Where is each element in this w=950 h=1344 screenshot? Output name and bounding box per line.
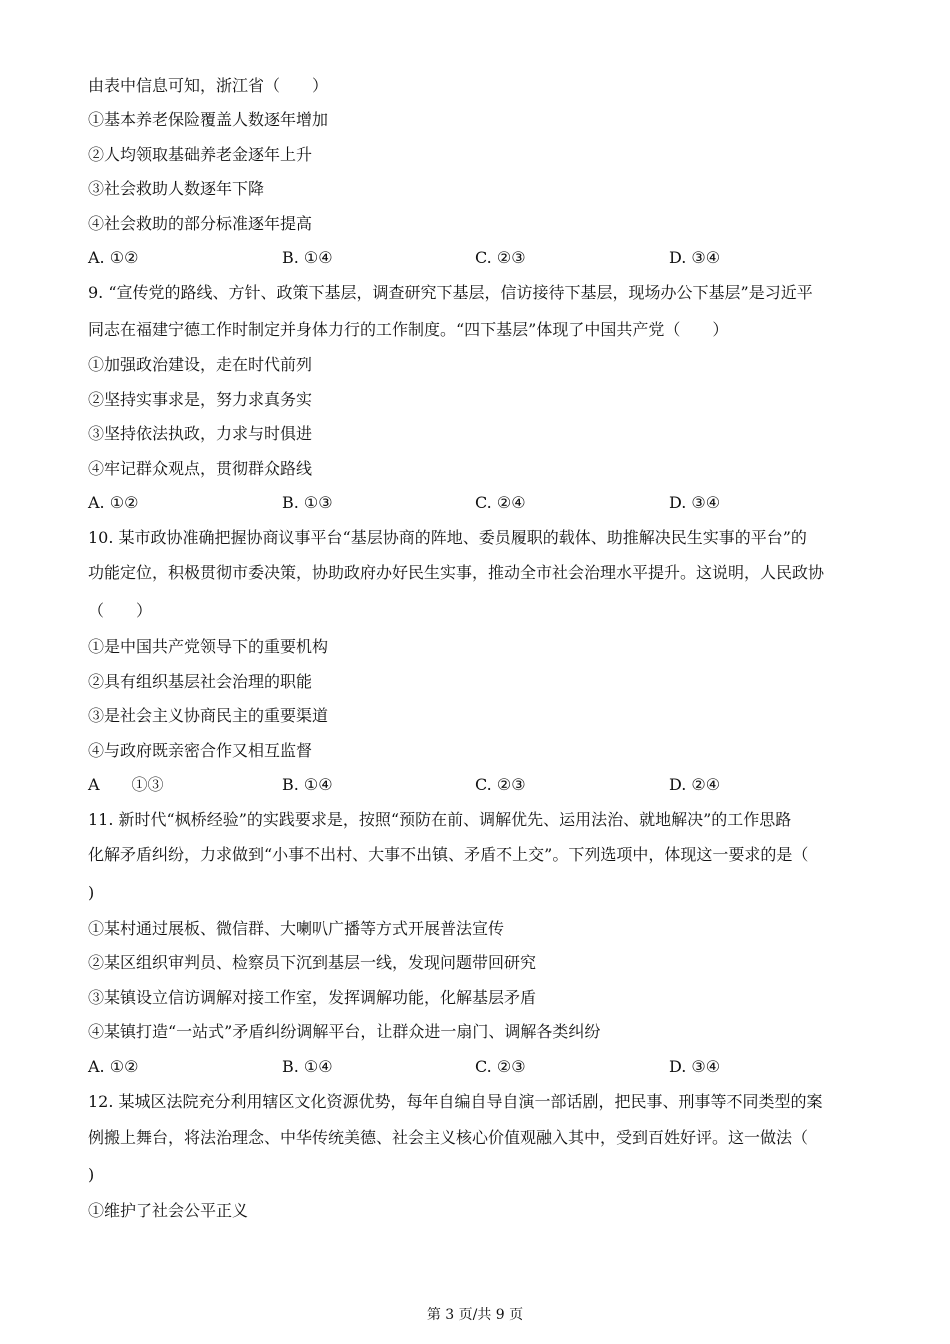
question-stem: 11. 新时代“枫桥经验”的实践要求是，按照“预防在前、调解优先、运用法治、就地解决”的工作思路 [88,810,792,829]
option-c: C. ②③ [475,1057,526,1076]
option-b: B. ①④ [282,1057,333,1076]
statement-item: ④社会救助的部分标准逐年提高 [88,214,313,233]
option-d: D. ③④ [669,493,721,512]
question-stem: 9. “宣传党的路线、方针、政策下基层，调查研究下基层，信访接待下基层，现场办公下基层”是习近平 [88,283,813,302]
option-b: B. ①④ [282,775,333,794]
option-b: B. ①④ [282,248,333,267]
statement-item: ②坚持实事求是，努力求真务实 [88,390,313,409]
statement-item: ①基本养老保险覆盖人数逐年增加 [88,110,329,129]
statement-item: ③某镇设立信访调解对接工作室，发挥调解功能，化解基层矛盾 [88,988,537,1007]
question-stem: 同志在福建宁德工作时制定并身体力行的工作制度。“四下基层”体现了中国共产党（ ） [88,320,729,339]
option-a: A. ①② [88,1057,139,1076]
statement-item: ④与政府既亲密合作又相互监督 [88,741,313,760]
option-d: D. ③④ [669,1057,721,1076]
question-stem: 10. 某市政协准确把握协商议事平台“基层协商的阵地、委员履职的载体、助推解决民生实事的平台”的 [88,528,807,547]
question-stem: 12. 某城区法院充分利用辖区文化资源优势，每年自编自导自演一部话剧，把民事、刑事等不同类型的案 [88,1092,823,1111]
option-a: A. ①② [88,248,139,267]
question-stem: （ ） [88,601,153,620]
question-stem: 例搬上舞台，将法治理念、中华传统美德、社会主义核心价值观融入其中，受到百姓好评。这一做法（ [88,1128,809,1147]
statement-item: ①维护了社会公平正义 [88,1201,249,1220]
statement-item: ④牢记群众观点，贯彻群众路线 [88,459,313,478]
statement-item: ③是社会主义协商民主的重要渠道 [88,706,329,725]
option-c: C. ②③ [475,248,526,267]
option-b: B. ①③ [282,493,333,512]
statement-item: ③坚持依法执政，力求与时俱进 [88,424,313,443]
question-stem: ) [88,1165,95,1184]
statement-item: ②具有组织基层社会治理的职能 [88,672,313,691]
question-stem: 化解矛盾纠纷，力求做到“小事不出村、大事不出镇、矛盾不上交”。下列选项中，体现这一要求的是（ [88,845,809,864]
option-c: C. ②④ [475,493,526,512]
statement-item: ②人均领取基础养老金逐年上升 [88,145,313,164]
statement-item: ②某区组织审判员、检察员下沉到基层一线，发现问题带回研究 [88,953,537,972]
statement-item: ④某镇打造“一站式”矛盾纠纷调解平台，让群众进一扇门、调解各类纠纷 [88,1022,601,1041]
question-stem: 由表中信息可知，浙江省（ ） [88,76,329,95]
statement-item: ①某村通过展板、微信群、大喇叭广播等方式开展普法宣传 [88,919,505,938]
statement-item: ③社会救助人数逐年下降 [88,179,265,198]
page-number: 第 3 页/共 9 页 [426,1307,524,1323]
option-d: D. ②④ [669,775,721,794]
option-a: A. ①② [88,493,139,512]
option-d: D. ③④ [669,248,721,267]
statement-item: ①加强政治建设，走在时代前列 [88,355,313,374]
statement-item: ①是中国共产党领导下的重要机构 [88,637,329,656]
option-c: C. ②③ [475,775,526,794]
question-stem: ) [88,883,95,902]
question-stem: 功能定位，积极贯彻市委决策，协助政府办好民生实事，推动全市社会治理水平提升。这说明，人民政协 [88,563,825,582]
option-a: A ①③ [88,775,164,794]
